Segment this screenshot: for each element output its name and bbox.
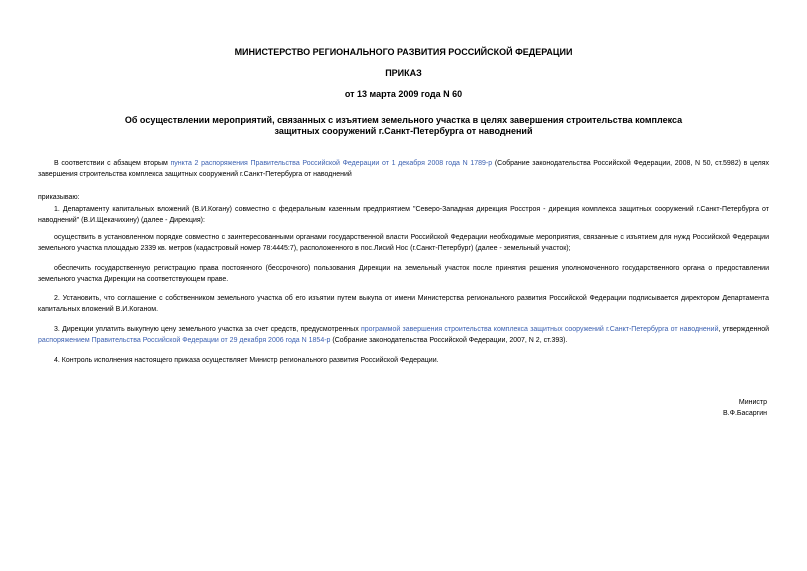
document-type-heading: ПРИКАЗ [385,68,422,78]
item-3-paragraph [38,324,769,346]
item-2-text: 2. Установить, что соглашение с собственником земельного участка об его изъятии путем выкупа от имени Министерства регионального развития Российской Федерации подписывается директором Департамента капитальных вложений В.И.Коганом. [38,295,769,313]
item-3-text-middle: , утвержденной [718,326,770,333]
item-1b-paragraph [38,263,769,285]
item-1a-text: осуществить в установленном порядке совместно с заинтересованными органами государственной власти Российской Федерации необходимые мероприятия, связанные с изъятием для нужд Российской Федерации земельного участка площадью 2339 кв. метров (кадастровый номер 78:4445:7), расположенного в пос.Лисий Нос (г.Санкт-Петербург) (далее - земельный участок); [38,234,769,252]
signature-position: Министр [738,399,767,406]
item-2-paragraph [38,293,769,315]
order-word: приказываю: [38,194,80,201]
item-4-text: 4. Контроль исполнения настоящего приказа осуществляет Министр регионального развития Российской Федерации. [54,357,439,364]
completion-program-link[interactable]: программой завершения строительства комплекса защитных сооружений г.Санкт-Петербурга от наводнений [360,326,719,333]
item-1-text: 1. Департаменту капитальных вложений (В.И.Когану) совместно с федеральным казенным предприятием "Северо-Западная дирекция Росстроя - дирекция комплекса защитных сооружений г.Санкт-Петербурга от наводнений" (В.И.Щекачихину) (далее - Дирекция): [38,206,769,224]
ministry-heading: МИНИСТЕРСТВО РЕГИОНАЛЬНОГО РАЗВИТИЯ РОССИЙСКОЙ ФЕДЕРАЦИИ [234,47,573,57]
item-4-paragraph [38,355,769,366]
preamble-text-end: (Собрание законодательства Российской Федерации, 2008, N 50, ст.5982) в целях завершения строительства комплекса защитных сооружений г.Санкт-Петербурга от наводнений [38,160,769,178]
date-number-heading: от 13 марта 2009 года N 60 [344,89,463,99]
item-1-paragraph [38,204,769,226]
document-title: Об осуществлении мероприятий, связанных с изъятием земельного участка в целях завершения строительства комплекса защитных сооружений г.Санкт-Петербурга от наводнений [124,115,683,136]
preamble-text-start: В соответствии с абзацем вторым [54,160,171,167]
item-3-text-start: 3. Дирекции уплатить выкупную цену земельного участка за счет средств, предусмотренных [54,326,361,333]
order-word-paragraph [38,192,769,203]
item-1b-text: обеспечить государственную регистрацию права постоянного (бессрочного) пользования Дирекции на земельный участок после принятия решения уполномоченного государственного органа о предоставлении земельного участка Дирекции на соответствующем праве. [38,265,769,283]
decree-1789-link[interactable]: пункта 2 распоряжения Правительства Российской Федерации от 1 декабря 2008 года N 1789-р [170,160,493,167]
signature-name: В.Ф.Басаргин [723,410,767,417]
preamble-paragraph [38,158,769,180]
item-3-text-end: (Собрание законодательства Российской Федерации, 2007, N 2, ст.393). [330,337,568,344]
decree-1854-link[interactable]: распоряжением Правительства Российской Федерации от 29 декабря 2006 года N 1854-р [38,337,331,344]
item-1a-paragraph [38,232,769,254]
